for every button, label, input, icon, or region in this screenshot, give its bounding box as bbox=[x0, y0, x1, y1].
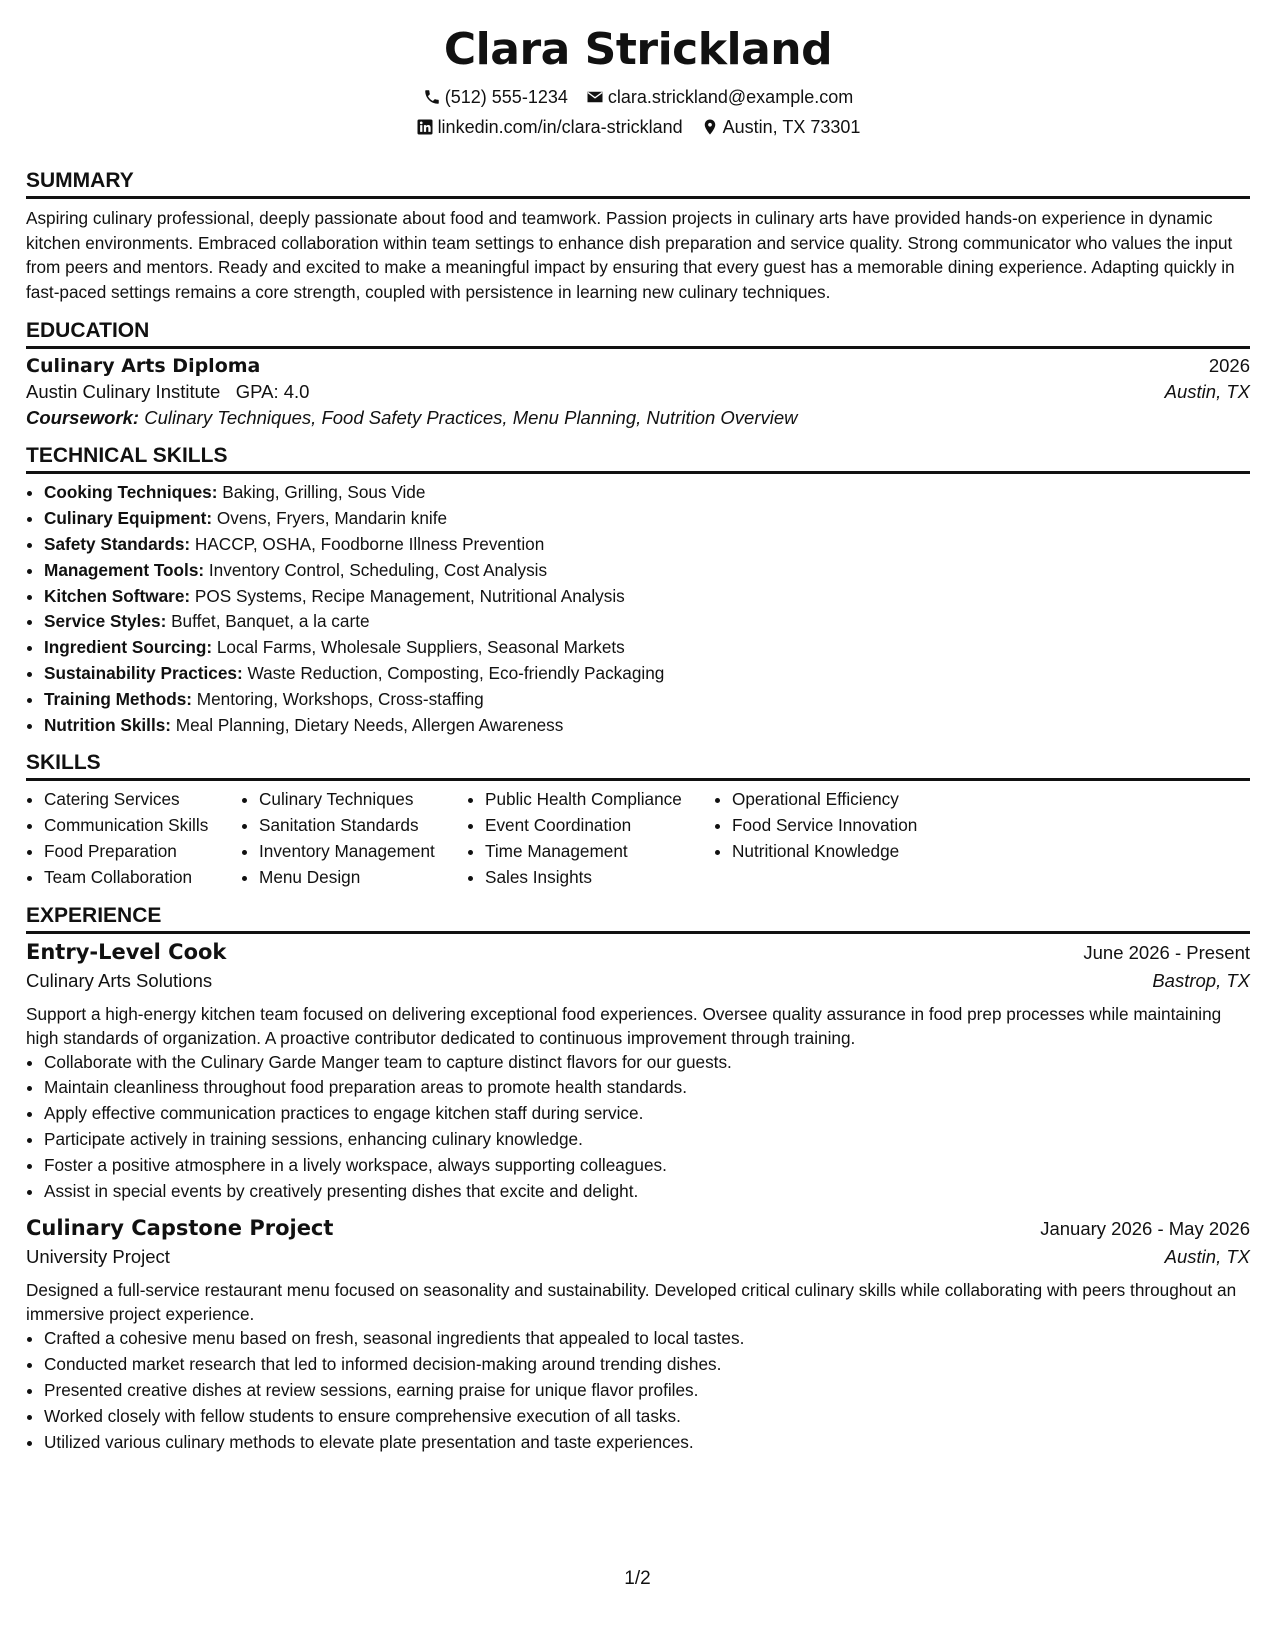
technical-skill-item bbox=[44, 558, 1250, 584]
skill-item: • Sanitation Standards bbox=[259, 813, 467, 839]
phone-icon bbox=[423, 88, 441, 106]
skill-item: • Team Collaboration bbox=[44, 865, 241, 891]
skill-category: Safety Standards: bbox=[44, 533, 191, 554]
project-title: Culinary Capstone Project bbox=[26, 1216, 334, 1241]
experience-heading: EXPERIENCE bbox=[26, 891, 1250, 934]
bullet-item: • Collaborate with the Culinary Garde Manger team to capture distinct flavors for our guests. bbox=[44, 1050, 1250, 1076]
school-name: Austin Culinary Institute bbox=[26, 381, 221, 403]
skill-item: • Nutritional Knowledge bbox=[732, 839, 992, 865]
skill-category: Ingredient Sourcing: bbox=[44, 637, 213, 658]
technical-skill-item bbox=[44, 532, 1250, 558]
project-description: Designed a full-service restaurant menu focused on seasonality and sustainability. Developed critical culinary skills while collaborating with peers throughout an immersive project experience. bbox=[26, 1280, 1237, 1325]
skills-column-4 bbox=[714, 787, 992, 890]
skills-column-1 bbox=[26, 787, 241, 890]
location-text: Austin, TX 73301 bbox=[722, 117, 861, 137]
phone-contact[interactable] bbox=[423, 82, 568, 112]
project-org: University Project bbox=[26, 1246, 170, 1268]
skill-values: POS Systems, Recipe Management, Nutritional Analysis bbox=[194, 585, 625, 606]
experience-entry bbox=[26, 1216, 1250, 1455]
linkedin-icon bbox=[416, 118, 434, 136]
job-bullets bbox=[26, 1050, 1250, 1205]
email-contact[interactable] bbox=[586, 82, 853, 112]
technical-skill-item bbox=[44, 635, 1250, 661]
candidate-name: Clara Strickland bbox=[443, 24, 833, 75]
summary-text: Aspiring culinary professional, deeply passionate about food and teamwork. Passion projects in culinary arts have provided hands-on experience in dynamic kitchen environments. Embraced collaboration within team settings to enhance dish preparation and service quality. Strong communicator who values the input from peers and mentors. Ready and excited to make a meaningful impact by ensuring that every guest has a memorable dining experience. Adapting quickly in fast-paced settings remains a core strength, coupled with persistence in learning new culinary techniques. bbox=[26, 208, 1235, 302]
map-pin-icon bbox=[701, 118, 719, 136]
skill-item: • Food Preparation bbox=[44, 839, 241, 865]
job-description: Support a high-energy kitchen team focused on delivering exceptional food experiences. Oversee quality assurance in food prep processes while maintaining high standards of organization. A proactive contributor dedicated to continuous improvement through training. bbox=[26, 1003, 1222, 1048]
skill-item: • Menu Design bbox=[259, 865, 467, 891]
project-dates: January 2026 - May 2026 bbox=[1040, 1218, 1250, 1240]
skill-item: • Public Health Compliance bbox=[485, 787, 714, 813]
school-location: Austin, TX bbox=[1164, 381, 1250, 403]
technical-skill-item bbox=[44, 661, 1250, 687]
degree-title: Culinary Arts Diploma bbox=[26, 355, 261, 378]
skills-heading: SKILLS bbox=[26, 738, 1250, 781]
experience-entry bbox=[26, 940, 1250, 1205]
skill-values: Meal Planning, Dietary Needs, Allergen Awareness bbox=[175, 714, 564, 735]
contact-row-secondary bbox=[26, 112, 1250, 142]
skill-category: Training Methods: bbox=[44, 688, 192, 709]
skill-values: Baking, Grilling, Sous Vide bbox=[222, 482, 426, 503]
bullet-item: • Maintain cleanliness throughout food preparation areas to promote health standards. bbox=[44, 1075, 1250, 1101]
skill-item: • Inventory Management bbox=[259, 839, 467, 865]
skill-values: Mentoring, Workshops, Cross-staffing bbox=[196, 688, 484, 709]
skill-category: Cooking Techniques: bbox=[44, 482, 218, 503]
skill-item: • Operational Efficiency bbox=[732, 787, 992, 813]
summary-heading: SUMMARY bbox=[26, 154, 1250, 199]
bullet-item: • Conducted market research that led to informed decision-making around trending dishes. bbox=[44, 1352, 1250, 1378]
resume-page bbox=[26, 18, 1250, 1455]
technical-skill-item bbox=[44, 713, 1250, 739]
phone-text: (512) 555-1234 bbox=[444, 87, 568, 107]
location-contact bbox=[701, 112, 861, 142]
job-dates: June 2026 - Present bbox=[1083, 941, 1250, 963]
email-text: clara.strickland@example.com bbox=[607, 87, 854, 107]
technical-skills-list bbox=[26, 480, 1250, 738]
technical-skills-heading: TECHNICAL SKILLS bbox=[26, 429, 1250, 474]
bullet-item: • Apply effective communication practices to engage kitchen staff during service. bbox=[44, 1101, 1250, 1127]
skill-item: • Culinary Techniques bbox=[259, 787, 467, 813]
skill-values: Inventory Control, Scheduling, Cost Analysis bbox=[208, 559, 548, 580]
bullet-item: • Participate actively in training sessions, enhancing culinary knowledge. bbox=[44, 1127, 1250, 1153]
skill-values: Local Farms, Wholesale Suppliers, Seasonal Markets bbox=[216, 637, 625, 658]
bullet-item: • Foster a positive atmosphere in a lively workspace, always supporting colleagues. bbox=[44, 1153, 1250, 1179]
skill-category: Sustainability Practices: bbox=[44, 662, 243, 683]
project-location: Austin, TX bbox=[1164, 1246, 1250, 1268]
gpa: GPA: 4.0 bbox=[235, 381, 310, 403]
skills-grid bbox=[26, 787, 1250, 890]
bullet-item: • Worked closely with fellow students to ensure comprehensive execution of all tasks. bbox=[44, 1404, 1250, 1430]
linkedin-contact[interactable] bbox=[416, 112, 683, 142]
project-bullets bbox=[26, 1326, 1250, 1455]
skill-values: Waste Reduction, Composting, Eco-friendly Packaging bbox=[247, 662, 665, 683]
skill-values: Buffet, Banquet, a la carte bbox=[171, 611, 370, 632]
bullet-item: • Crafted a cohesive menu based on fresh, seasonal ingredients that appealed to local tastes. bbox=[44, 1326, 1250, 1352]
graduation-year: 2026 bbox=[1208, 355, 1250, 377]
skills-column-2 bbox=[241, 787, 467, 890]
skill-category: Kitchen Software: bbox=[44, 585, 191, 606]
envelope-icon bbox=[586, 88, 604, 106]
skill-category: Service Styles: bbox=[44, 611, 167, 632]
bullet-item: • Presented creative dishes at review sessions, earning praise for unique flavor profiles. bbox=[44, 1378, 1250, 1404]
skill-item: • Food Service Innovation bbox=[732, 813, 992, 839]
technical-skill-item bbox=[44, 506, 1250, 532]
employer-name: Culinary Arts Solutions bbox=[26, 969, 213, 991]
bullet-item: • Utilized various culinary methods to elevate plate presentation and taste experiences. bbox=[44, 1430, 1250, 1456]
school-line bbox=[26, 381, 309, 403]
skill-category: Management Tools: bbox=[44, 559, 205, 580]
job-location: Bastrop, TX bbox=[1152, 969, 1250, 991]
coursework-list: Culinary Techniques, Food Safety Practices, Menu Planning, Nutrition Overview bbox=[144, 407, 798, 429]
bullet-item: • Assist in special events by creatively presenting dishes that excite and delight. bbox=[44, 1179, 1250, 1205]
coursework-line bbox=[26, 407, 1250, 429]
skill-values: HACCP, OSHA, Foodborne Illness Prevention bbox=[194, 533, 545, 554]
technical-skill-item bbox=[44, 480, 1250, 506]
skill-category: Culinary Equipment: bbox=[44, 508, 213, 529]
coursework-label: Coursework: bbox=[26, 407, 140, 429]
skill-values: Ovens, Fryers, Mandarin knife bbox=[216, 508, 448, 529]
skill-item: • Time Management bbox=[485, 839, 714, 865]
skill-item: • Event Coordination bbox=[485, 813, 714, 839]
technical-skill-item bbox=[44, 584, 1250, 610]
education-entry bbox=[26, 355, 1250, 429]
skill-category: Nutrition Skills: bbox=[44, 714, 172, 735]
page-number: 1/2 bbox=[624, 1568, 651, 1589]
education-heading: EDUCATION bbox=[26, 304, 1250, 349]
skill-item: • Communication Skills bbox=[44, 813, 241, 839]
skill-item: • Sales Insights bbox=[485, 865, 714, 891]
skill-item: • Catering Services bbox=[44, 787, 241, 813]
skills-column-3 bbox=[467, 787, 714, 890]
job-title: Entry-Level Cook bbox=[26, 939, 227, 964]
contact-row-primary bbox=[26, 82, 1250, 112]
linkedin-text: linkedin.com/in/clara-strickland bbox=[437, 117, 683, 137]
technical-skill-item bbox=[44, 687, 1250, 713]
technical-skill-item bbox=[44, 609, 1250, 635]
